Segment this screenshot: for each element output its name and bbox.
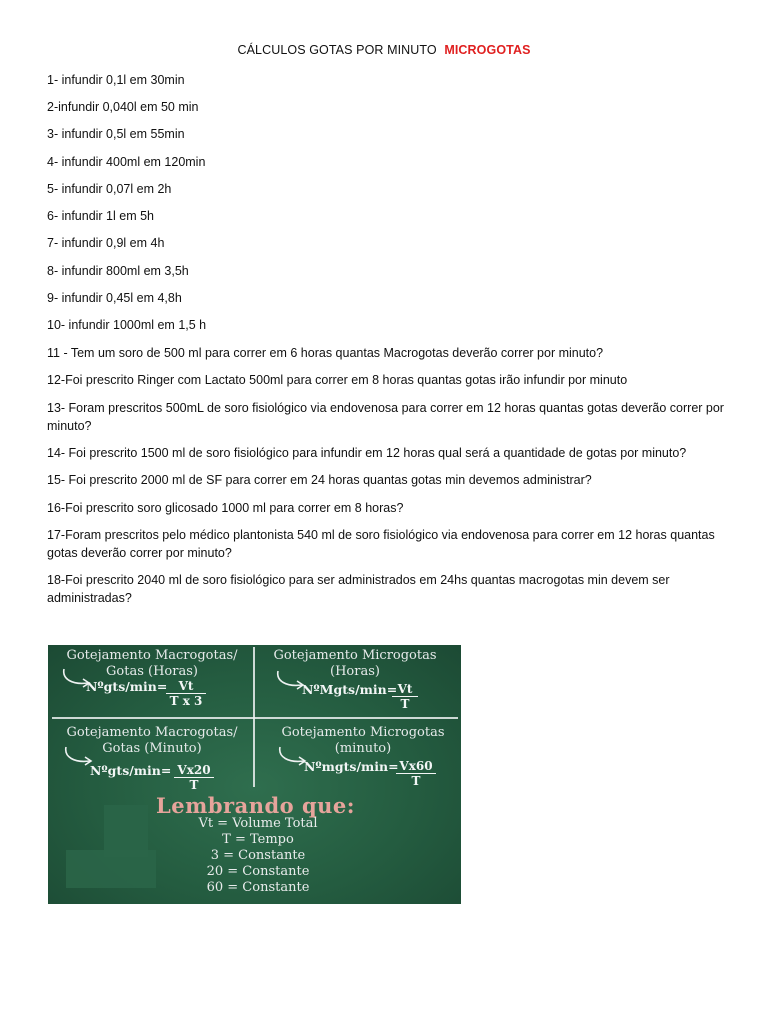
question-item: 12-Foi prescrito Ringer com Lactato 500ml para correr em 8 horas quantas gotas irão infundir por minuto xyxy=(47,373,628,387)
question-item: 14- Foi prescrito 1500 ml de soro fisiológico para infundir em 12 horas qual será a quantidade de gotas por minuto? xyxy=(47,446,687,460)
formula-label: Nºmgts/min= xyxy=(304,759,399,774)
question-item: 16-Foi prescrito soro glicosado 1000 ml para correr em 8 horas? xyxy=(47,501,404,515)
question-item: 10- infundir 1000ml em 1,5 h xyxy=(47,318,207,332)
formula-label: Nºgts/min= xyxy=(86,679,168,694)
question-item: 3- infundir 0,5l em 55min xyxy=(47,127,185,141)
question-item: 6- infundir 1l em 5h xyxy=(47,209,155,223)
remember-heading: Lembrando que: xyxy=(156,793,356,818)
question-item: 8- infundir 800ml em 3,5h xyxy=(47,264,189,278)
question-item: 18-Foi prescrito 2040 ml de soro fisiológico para ser administrados em 24hs quantas macrogotas min devem ser administradas? xyxy=(47,573,670,605)
cell-title-micro-minute: Gotejamento Microgotas (minuto) xyxy=(281,725,445,756)
page-title xyxy=(0,43,768,57)
question-item: 17-Foram prescritos pelo médico plantonista 540 ml de soro fisiológico via endovenosa para correr em 12 horas quantas gotas deverão correr por minuto? xyxy=(47,528,715,560)
question-item: 11 - Tem um soro de 500 ml para correr em 6 horas quantas Macrogotas deverão correr por minuto? xyxy=(47,346,604,360)
board-smudge xyxy=(66,850,156,888)
question-item: 2-infundir 0,040l em 50 min xyxy=(47,100,199,114)
question-item: 9- infundir 0,45l em 4,8h xyxy=(47,291,182,305)
formula-label: NºMgts/min= xyxy=(302,682,398,697)
formula-label: Nºgts/min= xyxy=(90,763,172,778)
title-text: CÁLCULOS GOTAS POR MINUTO xyxy=(237,43,437,57)
question-item: 5- infundir 0,07l em 2h xyxy=(47,182,172,196)
question-item: 4- infundir 400ml em 120min xyxy=(47,155,206,169)
formula-fraction: $\frac{Vt}{\text{T x 3}}$ xyxy=(166,679,206,708)
question-item: 15- Foi prescrito 2000 ml de SF para correr em 24 horas quantas gotas min devemos administrar? xyxy=(47,473,592,487)
legend-line: 3 = Constante xyxy=(210,848,306,863)
legend-line: 60 = Constante xyxy=(206,880,310,895)
cell-title-micro-hours: Gotejamento Microgotas (Horas) xyxy=(273,648,437,679)
legend-line: T = Tempo xyxy=(222,832,294,847)
formula-fraction: $\frac{Vx20}{T}$ xyxy=(174,763,214,792)
question-item: 7- infundir 0,9l em 4h xyxy=(47,236,165,250)
question-item: 13- Foram prescritos 500mL de soro fisiológico via endovenosa para correr em 12 horas quantas gotas deverão correr por minuto? xyxy=(47,401,724,433)
question-item: 1- infundir 0,1l em 30min xyxy=(47,73,185,87)
formula-fraction: $\frac{Vt}{T}$ xyxy=(392,682,418,711)
title-accent: MICROGOTAS xyxy=(444,43,531,57)
cell-title-macro-hours: Gotejamento Macrogotas/ Gotas (Horas) xyxy=(66,648,238,679)
board-divider-horizontal xyxy=(52,717,458,719)
chalkboard-figure xyxy=(48,645,461,904)
formula-fraction: $\frac{Vx60}{T}$ xyxy=(396,759,436,788)
cell-title-macro-minute: Gotejamento Macrogotas/ Gotas (Minuto) xyxy=(66,725,238,756)
legend-line: 20 = Constante xyxy=(206,864,310,879)
legend-line: Vt = Volume Total xyxy=(198,816,318,831)
